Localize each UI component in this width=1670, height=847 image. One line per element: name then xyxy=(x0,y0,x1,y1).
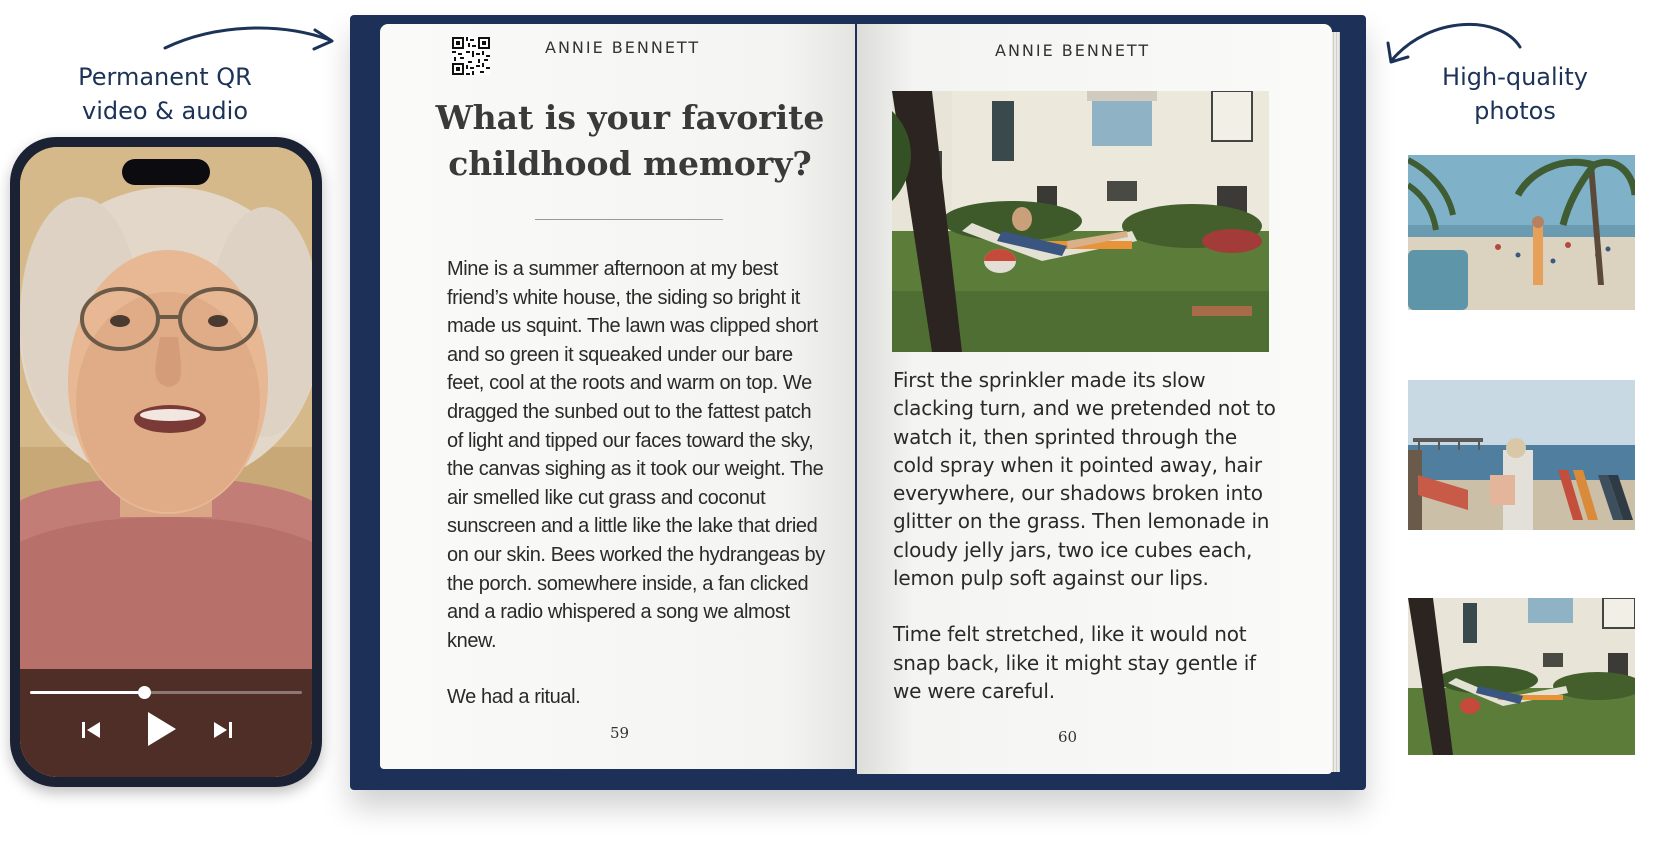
right-paragraph-1: First the sprinkler made its slow clacking turn, and we pretended not to watch it, then sprinted through the cold spray when it pointed away, hair everywhere, our shadows broken into glitter on the grass. Then lemonade in cloudy jelly jars, two ice cubes each, lemon pulp soft against our lips. xyxy=(893,368,1276,591)
thumbnail-beach-palms[interactable] xyxy=(1408,155,1635,310)
phone-mockup xyxy=(10,137,322,787)
right-running-head: ANNIE BENNETT xyxy=(995,41,1151,60)
qr-code-icon[interactable] xyxy=(452,37,490,75)
phone-notch xyxy=(122,159,210,185)
chapter-question: What is your favorite childhood memory? xyxy=(435,98,825,183)
qr-callout-line2: video & audio xyxy=(81,97,249,125)
thumbnail-garden-sunbed[interactable] xyxy=(1408,598,1635,755)
arrow-right-icon xyxy=(160,22,340,62)
phone-screen xyxy=(20,147,312,777)
title-divider xyxy=(535,219,723,220)
left-page-number: 59 xyxy=(610,724,630,742)
right-paragraph-2: Time felt stretched, like it would not snap back, like it might stay gentle if we were careful. xyxy=(893,622,1256,703)
left-running-head: ANNIE BENNETT xyxy=(545,38,701,57)
seek-progress xyxy=(30,691,144,694)
photos-callout xyxy=(1415,60,1615,128)
next-icon[interactable] xyxy=(212,719,234,741)
qr-callout-line1: Permanent QR xyxy=(78,63,252,91)
thumbnail-pier-beach[interactable] xyxy=(1408,380,1635,530)
left-paragraph-1: Mine is a summer afternoon at my best friend’s white house, the siding so bright it made us squint. The lawn was clipped short and so green it squeaked under our bare feet, cool at the roots and warm on top. We dragged the sunbed out to the fattest patch of light and tipped our faces toward the sky, the canvas sighing as it took our weight. The air smelled like cut grass and coconut sunscreen and a little like the lake that dried on our skin. Bees worked the hydrangeas by the porch. somewhere inside, a fan clicked and a radio whispered a song we almost knew. xyxy=(447,258,825,652)
arrow-left-icon xyxy=(1380,15,1530,70)
qr-callout xyxy=(55,60,275,128)
play-icon[interactable] xyxy=(144,709,180,749)
right-page-number: 60 xyxy=(1058,728,1078,746)
right-page-body xyxy=(893,366,1283,733)
photos-callout-line2: photos xyxy=(1474,97,1556,125)
left-page-body xyxy=(447,255,827,740)
previous-icon[interactable] xyxy=(80,719,102,741)
seek-bar[interactable] xyxy=(30,691,302,694)
left-paragraph-2: We had a ritual. xyxy=(447,686,581,709)
main-photo xyxy=(892,91,1269,352)
seek-handle[interactable] xyxy=(138,686,151,699)
video-player-controls xyxy=(20,669,312,777)
photos-callout-line1: High-quality xyxy=(1442,63,1588,91)
